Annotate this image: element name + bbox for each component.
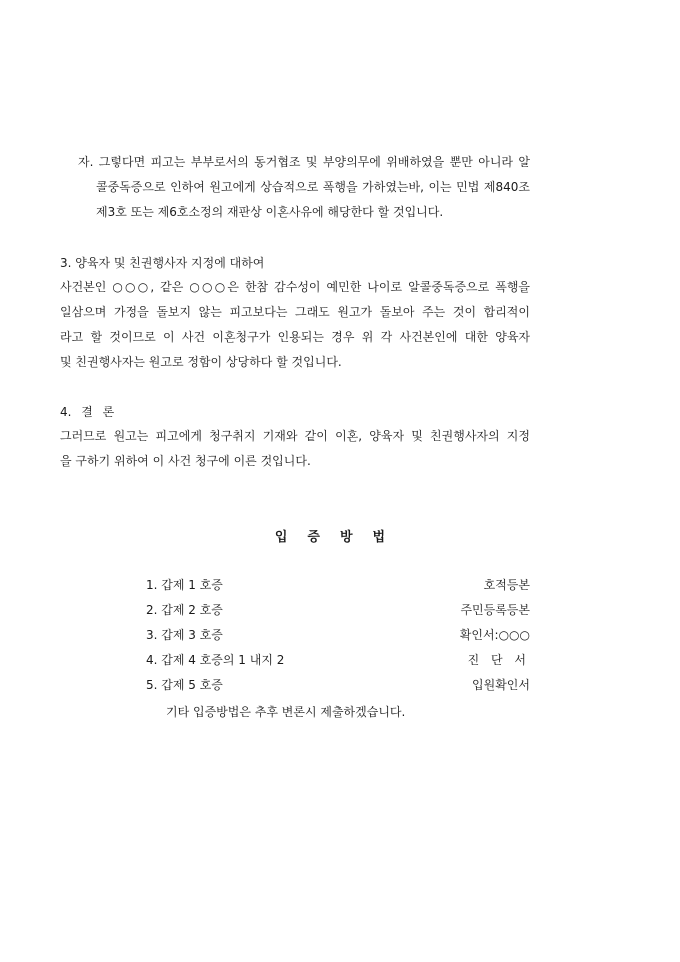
section-heading: 3. 양육자 및 친권행사자 지정에 대하여 bbox=[60, 256, 265, 270]
evidence-item-label: 3. 갑제 3 호증 bbox=[146, 628, 223, 642]
evidence-item-label: 4. 갑제 4 호증의 1 내지 2 bbox=[146, 653, 285, 667]
section-heading: 4. 결 론 bbox=[60, 405, 115, 419]
evidence-item-doc: 진 단 서 bbox=[467, 653, 530, 667]
evidence-item-label: 5. 갑제 5 호증 bbox=[146, 678, 223, 692]
paragraph-line: 그러므로 원고는 피고에게 청구취지 기재와 같이 이혼, 양육자 및 친권행사자의 지정 bbox=[60, 429, 530, 443]
paragraph-line: 콜중독증으로 인하여 원고에게 상습적으로 폭행을 가하였는바, 이는 민법 제840조 bbox=[96, 180, 530, 194]
evidence-item-doc: 확인서:○○○ bbox=[459, 628, 530, 642]
paragraph-line: 라고 할 것이므로 이 사건 이혼청구가 인용되는 경우 위 각 사건본인에 대한 양육자 bbox=[60, 330, 530, 344]
evidence-note: 기타 입증방법은 추후 변론시 제출하겠습니다. bbox=[166, 705, 406, 719]
evidence-item-doc: 주민등록등본 bbox=[460, 603, 530, 617]
paragraph-line: 및 친권행사자는 원고로 정함이 상당하다 할 것입니다. bbox=[60, 355, 342, 369]
evidence-item-doc: 호적등본 bbox=[483, 578, 530, 592]
paragraph-line: 일삼으며 가정을 돌보지 않는 피고보다는 그래도 원고가 돌보아 주는 것이 합리적이 bbox=[60, 305, 530, 319]
paragraph-line: 사건본인 ○○○, 같은 ○○○은 한참 감수성이 예민한 나이로 알콜중독증으로 폭행을 bbox=[60, 280, 530, 294]
paragraph-line: 제3호 또는 제6호소정의 재판상 이혼사유에 해당한다 할 것입니다. bbox=[96, 205, 444, 219]
paragraph-line: 자. 그렇다면 피고는 부부로서의 동거협조 및 부양의무에 위배하였을 뿐만 아니라 알 bbox=[78, 155, 530, 169]
evidence-title: 입증방법 bbox=[274, 530, 406, 545]
evidence-item-doc: 입원확인서 bbox=[472, 678, 530, 692]
evidence-item-label: 2. 갑제 2 호증 bbox=[146, 603, 223, 617]
evidence-item-label: 1. 갑제 1 호증 bbox=[146, 578, 223, 592]
paragraph-line: 을 구하기 위하여 이 사건 청구에 이른 것입니다. bbox=[60, 454, 311, 468]
